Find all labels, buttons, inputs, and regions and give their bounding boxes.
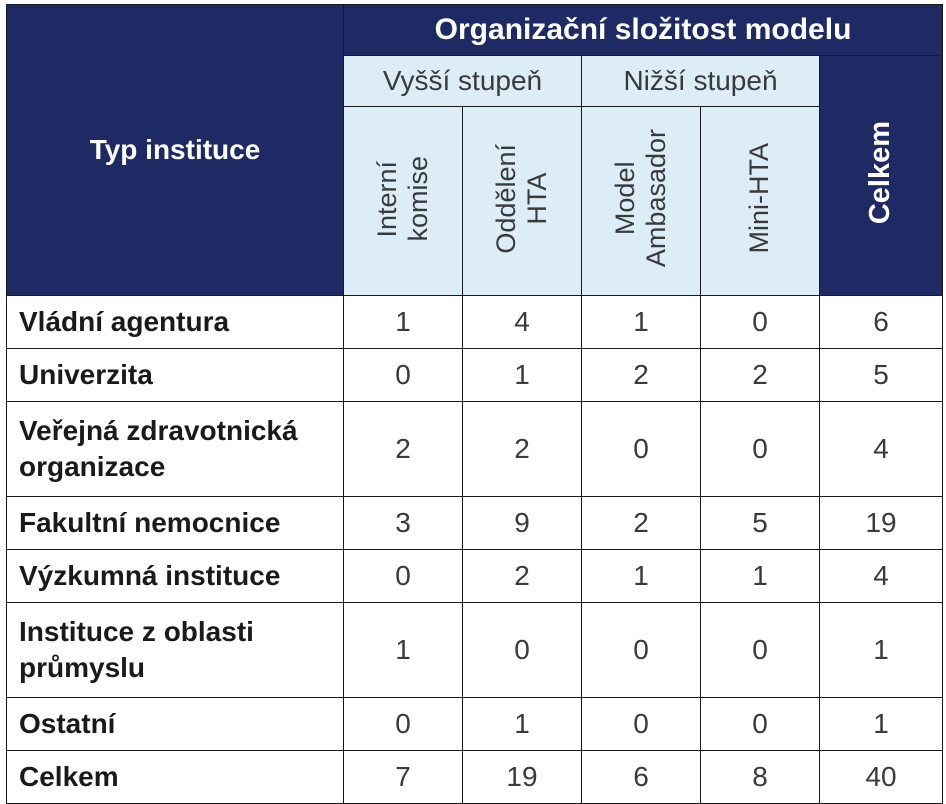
value-cell: 3 — [344, 497, 463, 550]
value-cell: 0 — [582, 402, 701, 497]
column-header-label: Oddělení HTA — [490, 143, 552, 254]
table-row — [7, 497, 943, 550]
table-row — [7, 603, 943, 698]
value-cell: 0 — [344, 698, 463, 751]
value-cell: 1 — [344, 603, 463, 698]
row-label: Univerzita — [7, 349, 344, 402]
row-label: Instituce z oblasti průmyslu — [7, 603, 344, 698]
value-cell: 0 — [701, 698, 820, 751]
value-cell: 9 — [463, 497, 582, 550]
value-cell: 40 — [820, 751, 943, 804]
value-cell: 2 — [463, 550, 582, 603]
value-cell: 2 — [463, 402, 582, 497]
value-cell: 1 — [820, 698, 943, 751]
group-header-higher — [344, 56, 582, 107]
main-header-cell — [344, 5, 943, 56]
value-cell: 2 — [582, 349, 701, 402]
table-row — [7, 751, 943, 804]
value-cell: 1 — [582, 550, 701, 603]
value-cell: 0 — [701, 603, 820, 698]
column-header-label: Mini-HTA — [744, 143, 775, 254]
table-row — [7, 402, 943, 497]
total-column-header — [820, 56, 943, 296]
table-row — [7, 296, 943, 349]
value-cell: 0 — [344, 349, 463, 402]
value-cell: 7 — [344, 751, 463, 804]
value-cell: 0 — [344, 550, 463, 603]
table-row — [7, 349, 943, 402]
column-header — [463, 107, 582, 296]
value-cell: 5 — [820, 349, 943, 402]
value-cell: 1 — [463, 349, 582, 402]
row-label: Vládní agentura — [7, 296, 344, 349]
main-header-text: Organizační složitost modelu — [434, 13, 852, 46]
column-header-label: Interní komise — [371, 155, 433, 242]
group-label: Vyšší stupeň — [382, 65, 543, 96]
column-header — [344, 107, 463, 296]
row-label: Ostatní — [7, 698, 344, 751]
total-column-label: Celkem — [864, 121, 897, 225]
value-cell: 1 — [701, 550, 820, 603]
value-cell: 1 — [344, 296, 463, 349]
value-cell: 1 — [582, 296, 701, 349]
row-label: Fakultní nemocnice — [7, 497, 344, 550]
column-header-label: Model Ambasador — [609, 129, 671, 268]
value-cell: 4 — [820, 550, 943, 603]
data-table — [6, 4, 943, 804]
row-label: Výzkumná instituce — [7, 550, 344, 603]
value-cell: 0 — [582, 603, 701, 698]
value-cell: 4 — [820, 402, 943, 497]
value-cell: 19 — [820, 497, 943, 550]
value-cell: 4 — [463, 296, 582, 349]
value-cell: 19 — [463, 751, 582, 804]
column-header — [701, 107, 820, 296]
value-cell: 0 — [463, 603, 582, 698]
group-label: Nižší stupeň — [623, 65, 778, 96]
value-cell: 2 — [582, 497, 701, 550]
value-cell: 5 — [701, 497, 820, 550]
row-label: Celkem — [7, 751, 344, 804]
value-cell: 1 — [820, 603, 943, 698]
value-cell: 6 — [820, 296, 943, 349]
value-cell: 0 — [701, 296, 820, 349]
table-row — [7, 698, 943, 751]
value-cell: 1 — [463, 698, 582, 751]
value-cell: 2 — [701, 349, 820, 402]
table-row — [7, 550, 943, 603]
value-cell: 8 — [701, 751, 820, 804]
row-header-cell — [7, 5, 344, 296]
value-cell: 0 — [582, 698, 701, 751]
value-cell: 0 — [701, 402, 820, 497]
row-header-text: Typ instituce — [89, 134, 261, 165]
value-cell: 6 — [582, 751, 701, 804]
value-cell: 2 — [344, 402, 463, 497]
column-header — [582, 107, 701, 296]
row-label: Veřejná zdravotnická organizace — [7, 402, 344, 497]
group-header-lower — [582, 56, 820, 107]
